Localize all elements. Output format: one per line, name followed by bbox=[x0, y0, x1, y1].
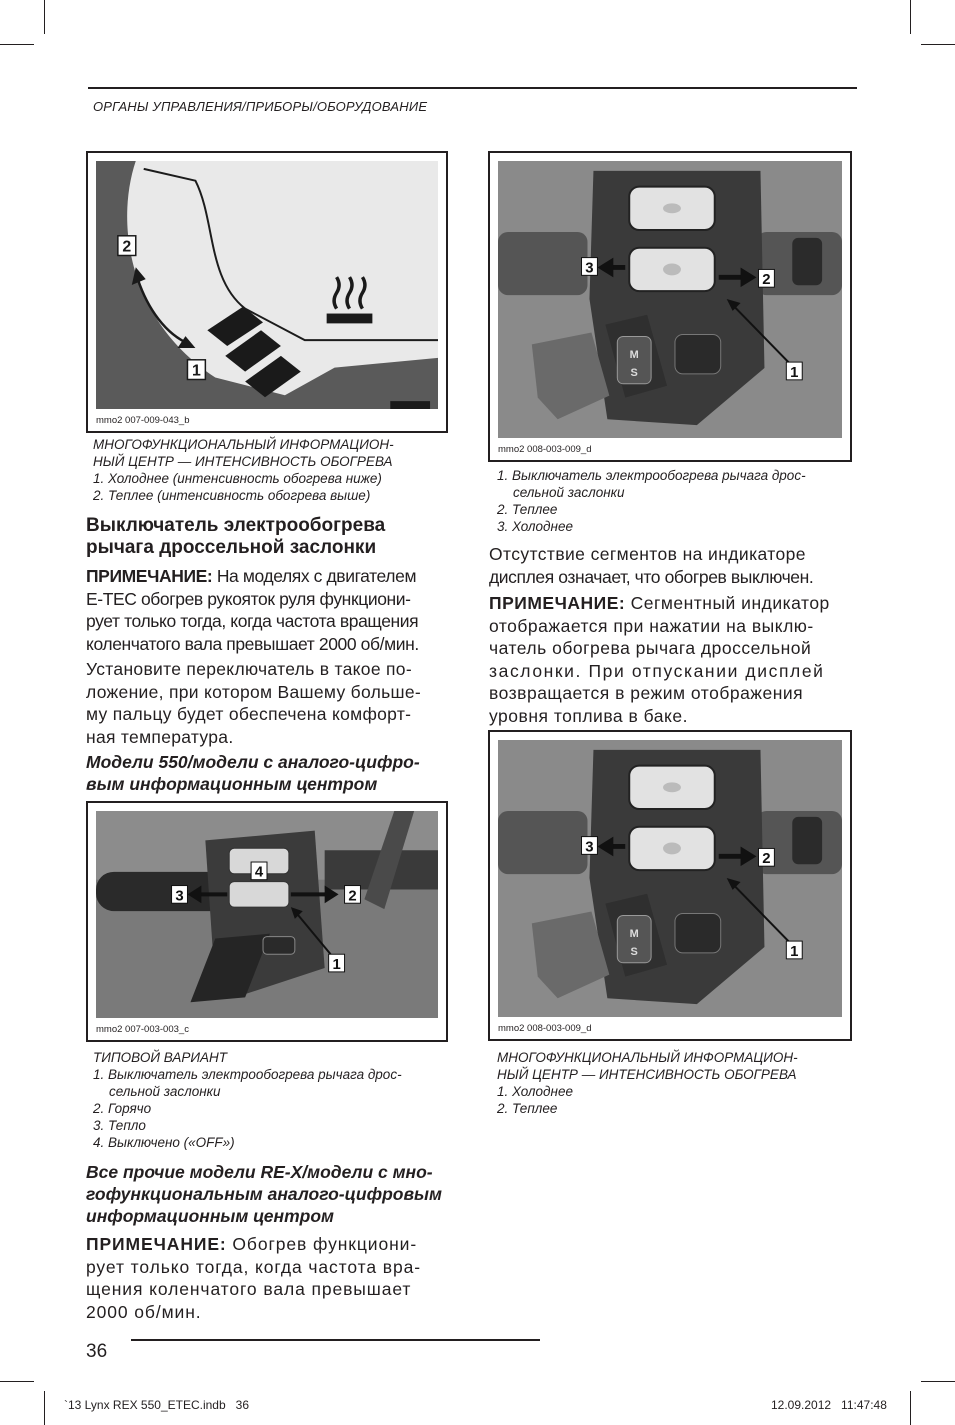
crop-mark bbox=[0, 1381, 34, 1382]
footer-rule bbox=[131, 1339, 540, 1341]
callout-label: 1 bbox=[332, 957, 341, 973]
callout-label: 4 bbox=[254, 864, 264, 881]
callout-label: 2 bbox=[762, 272, 771, 289]
subsection-heading: Все прочие модели RE-X/модели с мно- гофункциональным аналого-цифровым информационным центром bbox=[86, 1162, 442, 1226]
figure-code: mmo2 007-003-003_c bbox=[96, 1024, 189, 1035]
page-number: 36 bbox=[86, 1341, 108, 1362]
caption-item: 3. Тепло bbox=[93, 1118, 146, 1133]
caption-title: ТИПОВОЙ ВАРИАНТ bbox=[93, 1050, 228, 1065]
note-paragraph: ПРИМЕЧАНИЕ: На моделях с двигателем E-TEC обогрев рукояток руля функциони- рует только тогда, когда частота вращения коленчатого вала превышает 2000 об/мин. bbox=[86, 566, 419, 654]
svg-text:S: S bbox=[630, 366, 638, 379]
body-paragraph: Установите переключатель в такое по- ложение, при котором Вашему больше- му пальцу будет обеспечена комфорт- ная температура. bbox=[86, 659, 422, 747]
caption-item: 1. Холоднее bbox=[497, 1084, 573, 1099]
print-slug-date: 12.09.2012 11:47:48 bbox=[771, 1398, 887, 1412]
figure-code: mmo2 008-003-009_d bbox=[498, 444, 592, 455]
svg-text:M: M bbox=[629, 928, 639, 941]
crop-mark bbox=[0, 44, 34, 45]
callout-label: 2 bbox=[762, 851, 771, 868]
subsection-heading: Модели 550/модели с аналого-цифро- вым информационным центром bbox=[86, 752, 420, 794]
caption-item: 2. Горячо bbox=[93, 1101, 152, 1116]
caption-item: 4. Выключено («OFF») bbox=[93, 1135, 235, 1150]
caption-title: МНОГОФУНКЦИОНАЛЬНЫЙ ИНФОРМАЦИОН- bbox=[93, 437, 394, 452]
switch-photo bbox=[498, 161, 842, 438]
callout-label: 1 bbox=[790, 364, 799, 381]
figure-caption bbox=[93, 436, 453, 504]
switch-photo bbox=[498, 740, 842, 1017]
callout-label: 1 bbox=[790, 943, 799, 960]
figure-display-heat-level bbox=[86, 151, 448, 433]
figure-throttle-switch-display bbox=[488, 730, 852, 1041]
section-heading: Выключатель электрообогрева рычага дроссельной заслонки bbox=[86, 515, 386, 558]
caption-item: 1. Холоднее (интенсивность обогрева ниже) bbox=[93, 471, 382, 486]
note-paragraph: ПРИМЕЧАНИЕ: Обогрев функциони- рует только тогда, когда частота вра- щения коленчатого вала превышает 2000 об/мин. bbox=[86, 1234, 421, 1322]
caption-item: 2. Теплее bbox=[497, 1101, 558, 1116]
note-label: ПРИМЕЧАНИЕ: bbox=[86, 566, 213, 586]
crop-mark bbox=[44, 0, 45, 34]
caption-item: сельной заслонки bbox=[513, 485, 625, 500]
display-diagram bbox=[96, 161, 438, 409]
callout-label: 3 bbox=[175, 888, 184, 905]
caption-item: 1. Выключатель электрообогрева рычага дрос- bbox=[93, 1067, 402, 1082]
figure-code: mmo2 008-003-009_d bbox=[498, 1023, 592, 1034]
callout-label: 3 bbox=[585, 839, 594, 856]
caption-title: НЫЙ ЦЕНТР — ИНТЕНСИВНОСТЬ ОБОГРЕВА bbox=[497, 1067, 797, 1082]
figure-typical-switch bbox=[86, 801, 448, 1042]
body-paragraph: Отсутствие сегментов на индикаторе дисплея означает, что обогрев выключен. bbox=[489, 544, 814, 587]
caption-title: НЫЙ ЦЕНТР — ИНТЕНСИВНОСТЬ ОБОГРЕВА bbox=[93, 454, 393, 469]
callout-label: 2 bbox=[122, 238, 132, 256]
crop-mark bbox=[910, 0, 911, 34]
note-label: ПРИМЕЧАНИЕ: bbox=[86, 1234, 227, 1254]
callout-label: 3 bbox=[585, 260, 594, 277]
crop-mark bbox=[910, 1391, 911, 1425]
caption-title: МНОГОФУНКЦИОНАЛЬНЫЙ ИНФОРМАЦИОН- bbox=[497, 1050, 798, 1065]
crop-mark bbox=[44, 1391, 45, 1425]
caption-item: сельной заслонки bbox=[109, 1084, 221, 1099]
callout-label: 1 bbox=[191, 362, 201, 380]
crop-mark bbox=[921, 1381, 955, 1382]
section-header: ОРГАНЫ УПРАВЛЕНИЯ/ПРИБОРЫ/ОБОРУДОВАНИЕ bbox=[93, 99, 428, 114]
figure-caption bbox=[497, 1049, 857, 1117]
switch-photo bbox=[96, 811, 438, 1018]
crop-mark bbox=[921, 44, 955, 45]
caption-item: 3. Холоднее bbox=[497, 519, 573, 534]
svg-text:S: S bbox=[630, 945, 638, 958]
caption-item: 1. Выключатель электрообогрева рычага дрос- bbox=[497, 468, 806, 483]
svg-text:M: M bbox=[629, 349, 639, 362]
figure-throttle-switch bbox=[488, 151, 852, 462]
caption-item: 2. Теплее (интенсивность обогрева выше) bbox=[93, 488, 371, 503]
callout-label: 2 bbox=[348, 888, 357, 905]
print-slug-file: `13 Lynx REX 550_ETEC.indb 36 bbox=[64, 1398, 249, 1412]
figure-caption bbox=[497, 467, 857, 535]
figure-code: mmo2 007-009-043_b bbox=[96, 415, 190, 426]
note-paragraph: ПРИМЕЧАНИЕ: Сегментный индикатор отображается при нажатии на выклю- чатель обогрева рычага дроссельной заслонки. При отпускании дисплей возвращается в режим отображения уровня топлива в баке. bbox=[489, 593, 830, 726]
caption-item: 2. Теплее bbox=[497, 502, 558, 517]
figure-caption bbox=[93, 1049, 453, 1151]
header-rule bbox=[88, 87, 857, 89]
note-label: ПРИМЕЧАНИЕ: bbox=[489, 593, 626, 613]
